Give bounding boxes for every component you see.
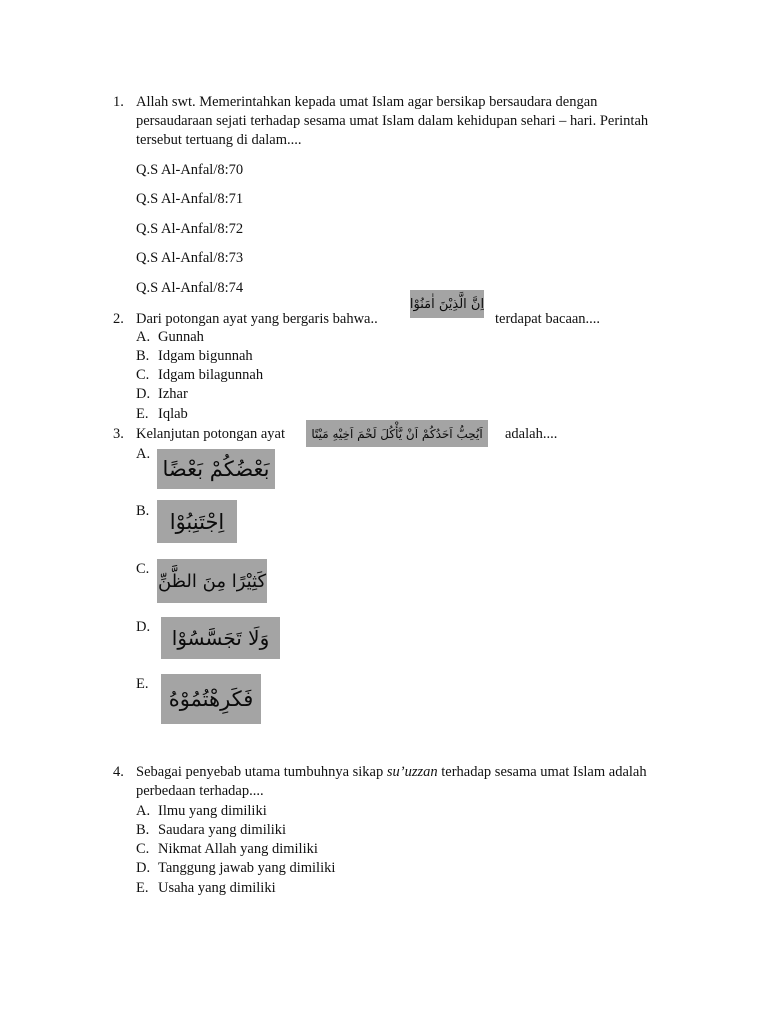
q2-option-letter: A.	[136, 329, 151, 345]
q4-option-letter: C.	[136, 841, 150, 857]
q4-option-text: Tanggung jawab yang dimiliki	[158, 860, 336, 876]
q3-option-arabic-image: بَعْضُكُمْ بَعْضًا	[157, 449, 275, 489]
q2-option-text: Idgam bilagunnah	[158, 367, 264, 383]
q2-number: 2.	[113, 311, 124, 327]
q1-line-3: tersebut tertuang di dalam....	[136, 132, 302, 148]
q2-question-text: Dari potongan ayat yang bergaris bahwa..	[136, 311, 378, 327]
q1-line-2: persaudaraan sejati terhadap sesama umat Islam dalam kehidupan sehari – hari. Perintah	[136, 113, 649, 129]
q3-arabic-image: اَيُحِبُّ اَحَدُكُمْ اَنْ يَّأْكُلَ لَحْمَ اَخِيْهِ مَيْتًا	[306, 420, 488, 447]
q1-option: Q.S Al-Anfal/8:71	[136, 191, 244, 207]
q1-number: 1.	[113, 94, 124, 110]
q1-option: Q.S Al-Anfal/8:70	[136, 162, 244, 178]
q2-arabic-image: اِنَّ الَّذِيْنَ اٰمَنُوْا	[410, 290, 484, 318]
q4-option-letter: D.	[136, 860, 151, 876]
q2-question-suffix: terdapat bacaan....	[495, 311, 601, 327]
q2-option-text: Idgam bigunnah	[158, 348, 253, 364]
q3-option-arabic-image: اِجْتَنِبُوْا	[157, 500, 237, 543]
q3-option-arabic-image: وَلَا تَجَسَّسُوْا	[161, 617, 280, 659]
q4-text-part: terhadap sesama umat Islam adalah	[437, 764, 647, 780]
q4-italic-term: su’uzzan	[386, 764, 438, 780]
q3-option-letter: C.	[136, 561, 150, 577]
q3-option-letter: D.	[136, 619, 151, 635]
q2-option-text: Iqlab	[158, 406, 188, 422]
q3-question-text: Kelanjutan potongan ayat	[136, 426, 285, 442]
q1-line-1: Allah swt. Memerintahkan kepada umat Islam agar bersikap bersaudara dengan	[136, 94, 598, 110]
q4-option-text: Saudara yang dimiliki	[158, 822, 287, 838]
q4-option-text: Usaha yang dimiliki	[158, 880, 276, 896]
q2-option-letter: E.	[136, 406, 149, 422]
q2-option-letter: C.	[136, 367, 150, 383]
q4-number: 4.	[113, 764, 124, 780]
q1-option: Q.S Al-Anfal/8:74	[136, 280, 244, 296]
q3-number: 3.	[113, 426, 124, 442]
q4-question-line-2: perbedaan terhadap....	[136, 783, 264, 799]
q3-question-suffix: adalah....	[505, 426, 558, 442]
q2-option-text: Gunnah	[158, 329, 204, 345]
q3-option-letter: E.	[136, 676, 149, 692]
q3-option-letter: B.	[136, 503, 150, 519]
q2-option-text: Izhar	[158, 386, 188, 402]
q3-option-letter: A.	[136, 446, 151, 462]
q4-option-text: Nikmat Allah yang dimiliki	[158, 841, 318, 857]
q4-option-text: Ilmu yang dimiliki	[158, 803, 267, 819]
q1-option: Q.S Al-Anfal/8:72	[136, 221, 244, 237]
q2-option-letter: B.	[136, 348, 150, 364]
q3-option-arabic-image: فَكَرِهْتُمُوْهُ	[161, 674, 261, 724]
q4-option-letter: E.	[136, 880, 149, 896]
q1-option: Q.S Al-Anfal/8:73	[136, 250, 244, 266]
q4-option-letter: A.	[136, 803, 151, 819]
q3-option-arabic-image: كَثِيْرًا مِنَ الظَّنِّ	[157, 559, 267, 603]
q4-text-part: Sebagai penyebab utama tumbuhnya sikap	[136, 764, 387, 780]
q4-question-line-1	[136, 763, 647, 782]
q4-option-letter: B.	[136, 822, 150, 838]
q2-option-letter: D.	[136, 386, 151, 402]
